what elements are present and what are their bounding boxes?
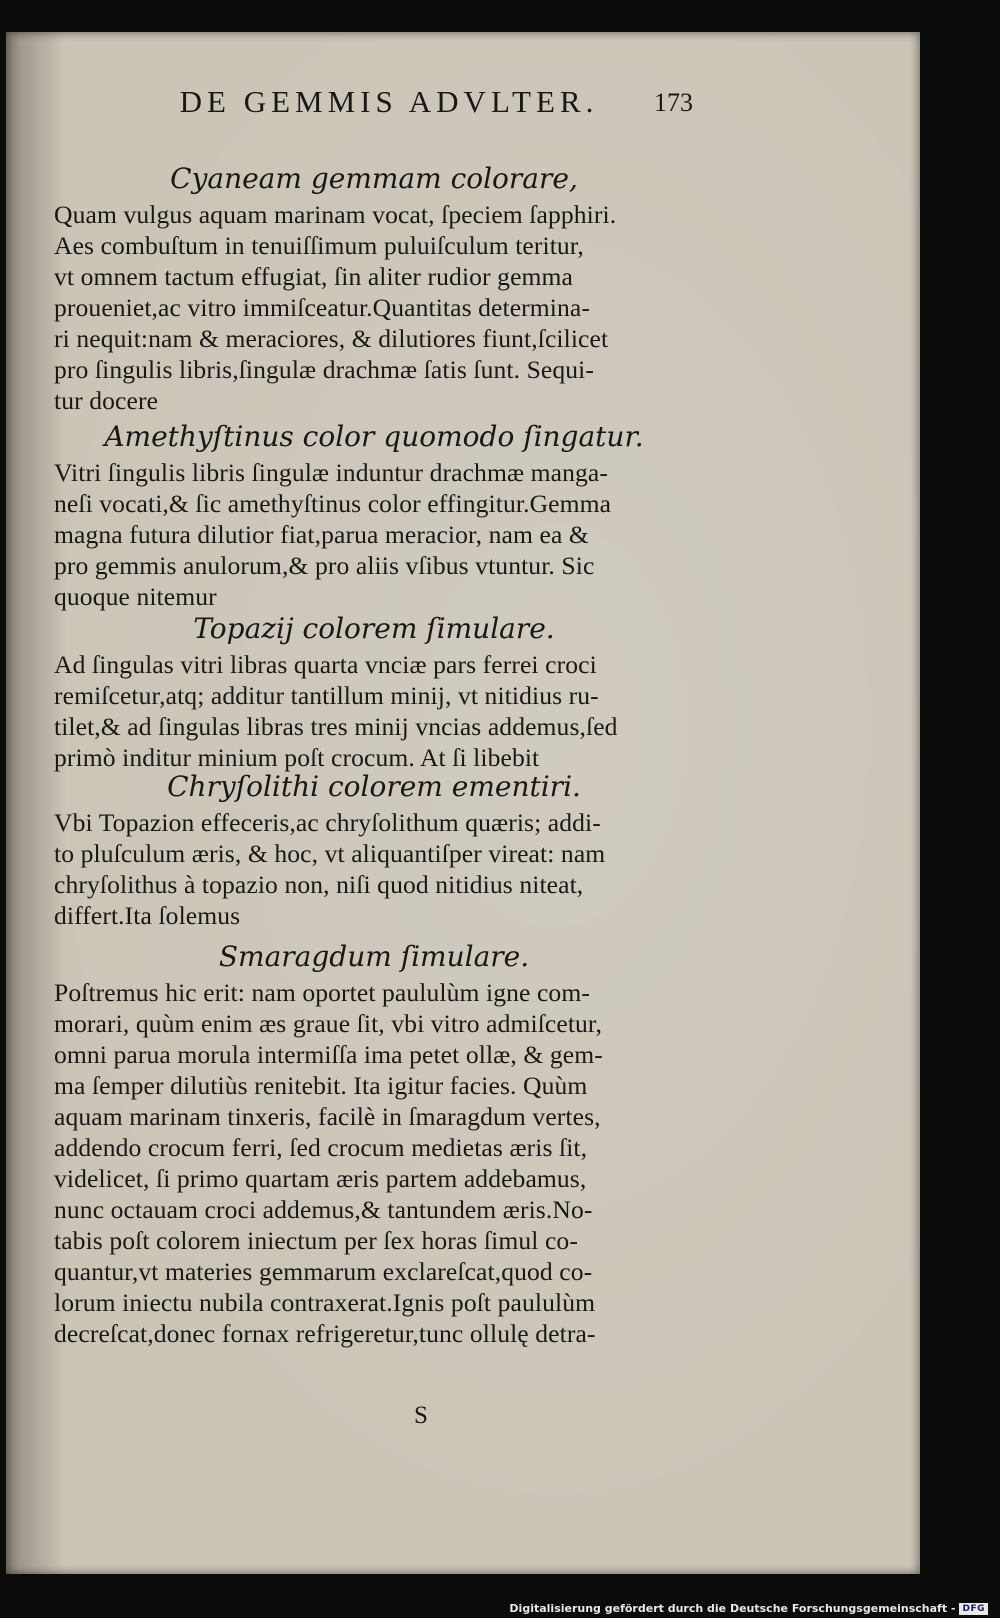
section-heading: Smaragdum ſimulare.: [218, 940, 530, 973]
text-line: pro gemmis anulorum,& pro aliis vſibus vtuntur. Sic: [54, 551, 595, 580]
text-line: Quam vulgus aquam marinam vocat, ſpeciem ſapphiri.: [54, 200, 617, 229]
section-cyanea: [54, 162, 694, 416]
section-heading: Chryſolithi colorem ementiri.: [167, 770, 581, 803]
text-line: omni parua morula intermiſſa ima petet ollæ, & gem-: [54, 1040, 603, 1069]
section-amethystinus: [54, 420, 694, 612]
text-line: tilet,& ad ſingulas libras tres minij vncias addemus,ſed: [54, 712, 618, 741]
text-line: ma ſemper dilutiùs renitebit. Ita igitur facies. Quùm: [54, 1071, 588, 1100]
text-line: Vitri ſingulis libris ſingulæ induntur drachmæ manga-: [54, 458, 608, 487]
section-smaragdum: [54, 940, 694, 1349]
section-topazij: [54, 612, 694, 773]
page-number: 173: [654, 88, 693, 117]
section-chrysolithi: [54, 770, 694, 931]
dfg-logo: DFG: [959, 1603, 988, 1615]
running-head: DE GEMMIS ADVLTER.: [179, 84, 599, 119]
text-line: quoque nitemur: [54, 582, 217, 611]
section-heading: Cyaneam gemmam colorare,: [170, 162, 578, 195]
text-line: tabis poſt colorem iniectum per ſex horas ſimul co-: [54, 1226, 578, 1255]
text-line: lorum iniectu nubila contraxerat.Ignis poſt paululùm: [54, 1288, 596, 1317]
text-line: Aes combuſtum in tenuiſſimum puluiſculum teritur,: [54, 231, 584, 260]
text-line: pro ſingulis libris,ſingulæ drachmæ ſatis ſunt. Sequi-: [54, 355, 595, 384]
text-line: chryſolithus à topazio non, niſi quod nitidius niteat,: [54, 870, 584, 899]
text-line: vt omnem tactum effugiat, ſin aliter rudior gemma: [54, 262, 573, 291]
text-line: Vbi Topazion effeceris,ac chryſolithum quæris; addi-: [54, 808, 601, 837]
book-page: [6, 32, 920, 1574]
credit-text: Digitalisierung gefördert durch die Deutsche Forschungsgemeinschaft -: [509, 1602, 956, 1615]
text-line: neſi vocati,& ſic amethyſtinus color effingitur.Gemma: [54, 489, 612, 518]
text-line: videlicet, ſi primo quartam æris partem addebamus,: [54, 1164, 587, 1193]
text-line: addendo crocum ferri, ſed crocum medietas æris ſit,: [54, 1133, 588, 1162]
text-line: to pluſculum æris, & hoc, vt aliquantiſper vireat: nam: [54, 839, 606, 868]
text-line: aquam marinam tinxeris, facilè in ſmaragdum vertes,: [54, 1102, 601, 1131]
text-line: nunc octauam croci addemus,& tantundem æris.No-: [54, 1195, 593, 1224]
text-line: differt.Ita ſolemus: [54, 901, 241, 930]
section-heading: Amethyſtinus color quomodo ſingatur.: [104, 420, 644, 453]
text-line: decreſcat,donec fornax refrigeretur,tunc ollulę detra-: [54, 1319, 596, 1348]
text-line: Poſtremus hic erit: nam oportet paululùm igne com-: [54, 978, 590, 1007]
text-line: magna futura dilutior fiat,parua meracior, nam ea &: [54, 520, 589, 549]
text-line: Ad ſingulas vitri libras quarta vnciæ pars ferrei croci: [54, 650, 597, 679]
text-line: primò inditur minium poſt crocum. At ſi libebit: [54, 743, 540, 772]
text-line: tur docere: [54, 386, 159, 415]
text-line: proueniet,ac vitro immiſceatur.Quantitas determina-: [54, 293, 590, 322]
text-line: morari, quùm enim æs graue ſit, vbi vitro admiſcetur,: [54, 1009, 603, 1038]
signature-mark: S: [414, 1402, 428, 1429]
text-line: ri nequit:nam & meraciores, & dilutiores fiunt,ſcilicet: [54, 324, 609, 353]
digitization-credit: [509, 1602, 988, 1615]
section-heading: Topazij colorem ſimulare.: [193, 612, 555, 645]
text-line: remiſcetur,atq; additur tantillum minij, vt nitidius ru-: [54, 681, 599, 710]
text-line: quantur,vt materies gemmarum exclareſcat,quod co-: [54, 1257, 593, 1286]
